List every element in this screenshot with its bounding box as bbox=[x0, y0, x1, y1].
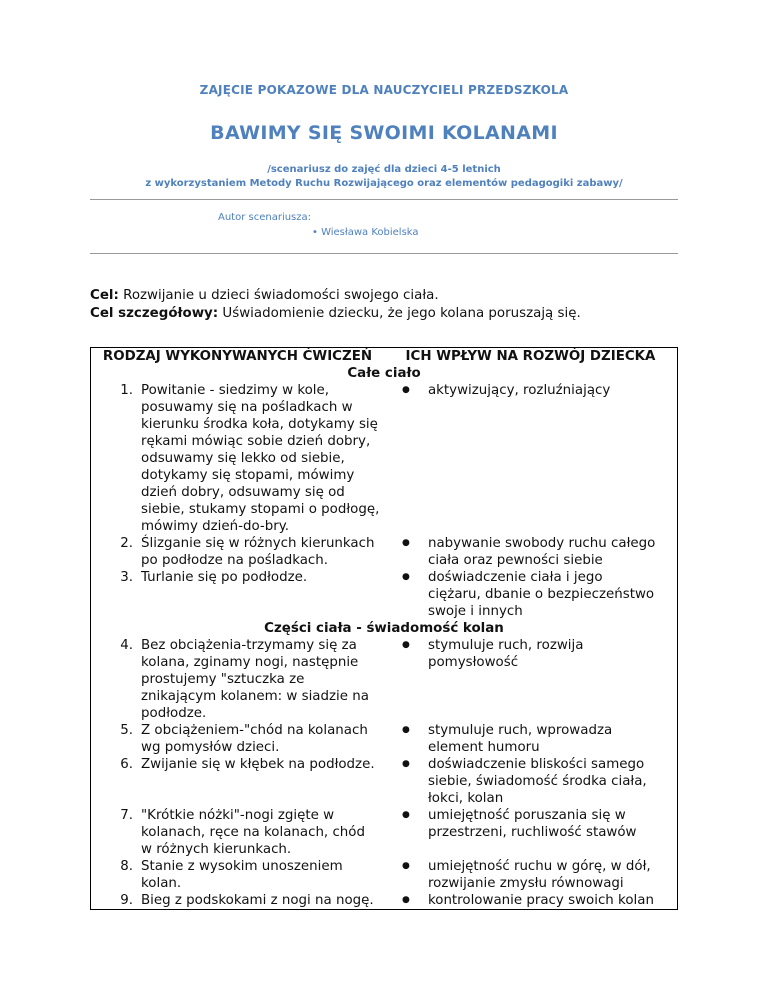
effect-cell bbox=[384, 382, 678, 535]
detail-goal-line bbox=[90, 305, 581, 323]
exercise-text bbox=[141, 382, 384, 535]
exercise-text-line: mówimy dzień-do-bry. bbox=[141, 519, 289, 534]
exercise-text bbox=[141, 722, 384, 756]
exercise-text-line: odsuwamy się lekko od siebie, bbox=[141, 451, 345, 466]
exercise-cell bbox=[91, 382, 384, 535]
goals-section bbox=[90, 287, 581, 323]
exercise-cell bbox=[91, 858, 384, 892]
exercise-text bbox=[141, 858, 384, 892]
effect-item bbox=[384, 569, 677, 620]
table-row bbox=[91, 756, 678, 807]
effect-item bbox=[384, 382, 677, 399]
effect-item bbox=[384, 756, 677, 807]
subtitle-line-1: /scenariusz do zajęć dla dzieci 4-5 letnich bbox=[267, 164, 501, 175]
exercise-text-line: wg pomysłów dzieci. bbox=[141, 740, 280, 755]
author-label: Autor scenariusza: bbox=[218, 212, 312, 223]
exercise-cell bbox=[91, 637, 384, 722]
exercise-item bbox=[91, 807, 384, 858]
subtitle bbox=[0, 163, 768, 191]
effect-item bbox=[384, 858, 677, 892]
effect-text-line: stymuluje ruch, rozwija bbox=[427, 638, 584, 653]
table-row bbox=[91, 807, 678, 858]
effect-item bbox=[384, 535, 677, 569]
exercise-text bbox=[141, 569, 384, 586]
column-header-effects: ICH WPŁYW NA ROZWÓJ DZIECKA bbox=[405, 349, 656, 364]
effect-text-line: siebie, świadomość środka ciała, bbox=[427, 774, 647, 789]
effect-text-line: element humoru bbox=[427, 740, 540, 755]
table-row bbox=[91, 858, 678, 892]
table-row bbox=[91, 382, 678, 535]
effect-text-line: stymuluje ruch, wprowadza bbox=[427, 723, 613, 738]
exercise-text-line: siebie, stukamy stopami o podłogę, bbox=[141, 502, 380, 517]
detail-goal-text: Uświadomienie dziecku, że jego kolana poruszają się. bbox=[218, 306, 581, 321]
bullet-icon: ● bbox=[402, 572, 410, 582]
effect-text bbox=[428, 858, 677, 892]
exercise-text-line: po podłodze na pośladkach. bbox=[141, 553, 329, 568]
exercise-text-line: Turlanie się po podłodze. bbox=[141, 570, 308, 585]
section-knees-label: Części ciała - świadomość kolan bbox=[264, 621, 504, 636]
exercise-text-line: dotykamy się stopami, mówimy bbox=[141, 468, 355, 483]
effect-text bbox=[428, 382, 677, 399]
exercise-text-line: rękami mówiąc sobie dzień dobry, bbox=[141, 434, 371, 449]
effect-text-line: kontrolowanie pracy swoich kolan bbox=[427, 893, 654, 908]
exercise-text bbox=[141, 637, 384, 722]
effect-item bbox=[384, 807, 677, 841]
exercise-number: 3. bbox=[120, 570, 133, 585]
exercise-number: 6. bbox=[120, 757, 133, 772]
exercise-number: 5. bbox=[120, 723, 133, 738]
exercise-item bbox=[91, 637, 384, 722]
author-name: • Wiesława Kobielska bbox=[312, 227, 419, 238]
bullet-icon: ● bbox=[402, 861, 410, 871]
bullet-icon: ● bbox=[402, 640, 410, 650]
effect-cell bbox=[384, 637, 678, 722]
exercise-item bbox=[91, 892, 384, 909]
exercise-text-line: Z obciążeniem-"chód na kolanach bbox=[141, 723, 368, 738]
header-org-line: ZAJĘCIE POKAZOWE DLA NAUCZYCIELI PRZEDSZKOLA bbox=[199, 83, 569, 97]
exercise-number: 8. bbox=[120, 859, 133, 874]
section-whole-body bbox=[91, 365, 678, 382]
effect-text-line: pomysłowość bbox=[427, 655, 519, 670]
effect-cell bbox=[384, 756, 678, 807]
table-row bbox=[91, 569, 678, 620]
divider-top bbox=[90, 199, 678, 200]
exercise-item bbox=[91, 382, 384, 535]
exercise-text-line: dzień dobry, odsuwamy się od bbox=[141, 485, 345, 500]
effect-text bbox=[428, 892, 677, 909]
effect-text-line: swoje i innych bbox=[427, 604, 523, 619]
effect-text-line: przestrzeni, ruchliwość stawów bbox=[427, 825, 637, 840]
effect-cell bbox=[384, 892, 678, 910]
exercise-text-line: prostujemy "sztuczka ze bbox=[141, 672, 305, 687]
exercise-text bbox=[141, 807, 384, 858]
bullet-icon: ● bbox=[402, 759, 410, 769]
exercise-text-line: posuwamy się na pośladkach w bbox=[141, 400, 353, 415]
exercise-cell bbox=[91, 892, 384, 910]
effect-text bbox=[428, 535, 677, 569]
exercise-text bbox=[141, 756, 384, 773]
exercise-number: 2. bbox=[120, 536, 133, 551]
divider-bottom bbox=[90, 253, 678, 254]
effect-text-line: rozwijanie zmysłu równowagi bbox=[427, 876, 624, 891]
goal-label: Cel: bbox=[90, 288, 119, 303]
effect-text-line: doświadczenie ciała i jego bbox=[427, 570, 603, 585]
goal-line bbox=[90, 287, 581, 305]
detail-goal-label: Cel szczegółowy: bbox=[90, 306, 219, 321]
effect-text bbox=[428, 722, 677, 756]
section-knees bbox=[91, 620, 678, 637]
exercise-number: 1. bbox=[120, 383, 133, 398]
exercise-text-line: podłodze. bbox=[141, 706, 207, 721]
effect-text bbox=[428, 756, 677, 807]
exercise-text-line: Stanie z wysokim unoszeniem bbox=[141, 859, 343, 874]
exercise-item bbox=[91, 858, 384, 892]
exercise-table bbox=[90, 347, 678, 910]
exercise-text-line: w różnych kierunkach. bbox=[141, 842, 292, 857]
exercise-cell bbox=[91, 722, 384, 756]
exercise-text-line: Bieg z podskokami z nogi na nogę. bbox=[141, 893, 374, 908]
bullet-icon: ● bbox=[402, 810, 410, 820]
effect-item bbox=[384, 892, 677, 909]
exercise-text-line: znikającym kolanem: w siadzie na bbox=[141, 689, 369, 704]
effect-text bbox=[428, 569, 677, 620]
bullet-icon: ● bbox=[402, 895, 410, 905]
exercise-number: 7. bbox=[120, 808, 133, 823]
table-row bbox=[91, 637, 678, 722]
goal-text: Rozwijanie u dzieci świadomości swojego ciała. bbox=[118, 288, 439, 303]
exercise-text-line: "Krótkie nóżki"-nogi zgięte w bbox=[141, 808, 335, 823]
effect-text-line: ciała oraz pewności siebie bbox=[427, 553, 603, 568]
exercise-text-line: kolanach, ręce na kolanach, chód bbox=[141, 825, 365, 840]
effect-text-line: aktywizujący, rozluźniający bbox=[427, 383, 611, 398]
effect-cell bbox=[384, 569, 678, 620]
effect-text bbox=[428, 637, 677, 671]
exercise-text-line: kolan. bbox=[141, 876, 182, 891]
document-title: BAWIMY SIĘ SWOIMI KOLANAMI bbox=[210, 122, 558, 144]
exercise-text-line: Ślizganie się w różnych kierunkach bbox=[141, 536, 375, 551]
effect-item bbox=[384, 637, 677, 671]
exercise-text-line: Powitanie - siedzimy w kole, bbox=[141, 383, 330, 398]
exercise-text-line: Zwijanie się w kłębek na podłodze. bbox=[141, 757, 375, 772]
effect-cell bbox=[384, 807, 678, 858]
exercise-text bbox=[141, 892, 384, 909]
effect-text-line: nabywanie swobody ruchu całego bbox=[427, 536, 656, 551]
table-row bbox=[91, 892, 678, 910]
exercise-item bbox=[91, 722, 384, 756]
table-header-row bbox=[91, 348, 678, 366]
exercise-cell bbox=[91, 807, 384, 858]
exercise-text bbox=[141, 535, 384, 569]
column-header-exercises: RODZAJ WYKONYWANYCH ĆWICZEŃ bbox=[102, 349, 373, 364]
bullet-icon: ● bbox=[402, 725, 410, 735]
section-whole-body-label: Całe ciało bbox=[347, 366, 421, 381]
exercise-text-line: kierunku środka koła, dotykamy się bbox=[141, 417, 378, 432]
exercise-cell bbox=[91, 569, 384, 620]
exercise-text-line: kolana, zginamy nogi, następnie bbox=[141, 655, 359, 670]
bullet-icon: ● bbox=[402, 385, 410, 395]
exercise-cell bbox=[91, 535, 384, 569]
effect-text-line: umiejętność poruszania się w bbox=[427, 808, 626, 823]
effect-text-line: umiejętność ruchu w górę, w dół, bbox=[427, 859, 651, 874]
table-row bbox=[91, 722, 678, 756]
effect-cell bbox=[384, 722, 678, 756]
exercise-item bbox=[91, 756, 384, 773]
effect-cell bbox=[384, 535, 678, 569]
effect-text-line: doświadczenie bliskości samego bbox=[427, 757, 645, 772]
effect-text bbox=[428, 807, 677, 841]
subtitle-line-2: z wykorzystaniem Metody Ruchu Rozwijającego oraz elementów pedagogiki zabawy/ bbox=[145, 178, 623, 189]
effect-cell bbox=[384, 858, 678, 892]
exercise-item bbox=[91, 569, 384, 586]
effect-text-line: ciężaru, dbanie o bezpieczeństwo bbox=[427, 587, 655, 602]
bullet-icon: ● bbox=[402, 538, 410, 548]
exercise-item bbox=[91, 535, 384, 569]
table-row bbox=[91, 535, 678, 569]
effect-item bbox=[384, 722, 677, 756]
exercise-text-line: Bez obciążenia-trzymamy się za bbox=[141, 638, 357, 653]
exercise-number: 4. bbox=[120, 638, 133, 653]
effect-text-line: łokci, kolan bbox=[427, 791, 504, 806]
exercise-cell bbox=[91, 756, 384, 807]
exercise-number: 9. bbox=[120, 893, 133, 908]
